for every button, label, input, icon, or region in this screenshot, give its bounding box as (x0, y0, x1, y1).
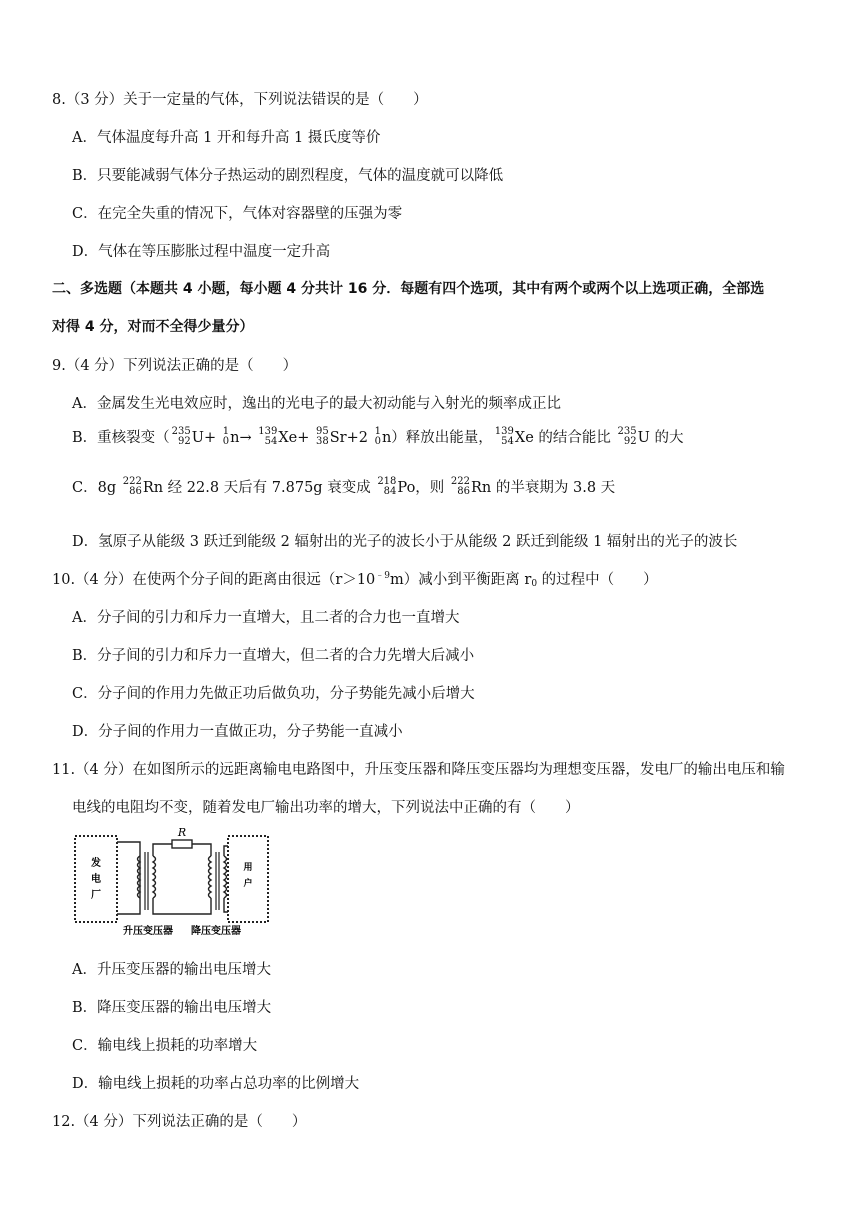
plant-label-1: 发 (91, 858, 101, 869)
nuclide-xe139: 139 54 (258, 426, 278, 447)
q10-option-d: D．分子间的作用力一直做正功，分子势能一直减小 (72, 724, 403, 740)
q9-b-prefix: B．重核裂变（ (72, 430, 170, 446)
q8-option-b: B．只要能减弱气体分子热运动的剧烈程度，气体的温度就可以降低 (72, 168, 504, 184)
step-down-caption: 降压变压器 (191, 926, 241, 937)
stepdown-secondary-coil (224, 856, 227, 898)
nuclide-neutron-2: 1 0 (374, 426, 381, 447)
nuclide-neutron: 1 0 (222, 426, 230, 447)
q11-stem-line2: 电线的电阻均不变，随着发电厂输出功率的增大，下列说法中正确的有（ ） (72, 800, 580, 816)
q9-option-b: B．重核裂变（ 235 92 U+ 1 0 n→ 139 54 Xe+ 95 38 Sr+2 1 0 n）释放出能量， 139 54 Xe 的结合能比 235 92 U 的大 (72, 426, 684, 447)
resistor-label: R (177, 826, 187, 839)
q11-option-d: D．输电线上损耗的功率占总功率的比例增大 (72, 1076, 360, 1092)
q12-stem: 12.（4 分）下列说法正确的是（ ） (52, 1114, 307, 1130)
nuclide-rn222-2: 222 86 (450, 476, 471, 497)
q8-option-a: A．气体温度每升高 1 开和每升高 1 摄氏度等价 (72, 130, 381, 146)
nuclide-sr95: 95 38 (315, 426, 329, 447)
q9-option-a: A．金属发生光电效应时，逸出的光电子的最大初动能与入射光的频率成正比 (72, 396, 561, 412)
q11-option-b: B．降压变压器的输出电压增大 (72, 1000, 272, 1016)
q9-option-c: C．8g 222 86 Rn 经 22.8 天后有 7.875g 衰变成 218 84 Po，则 222 86 Rn 的半衰期为 3.8 天 (72, 476, 616, 497)
section-header-line2: 对得 4 分，对而不全得少量分） (52, 319, 254, 335)
q8-stem: 8.（3 分）关于一定量的气体，下列说法错误的是（ ） (52, 92, 428, 108)
user-label-2: 户 (243, 879, 253, 889)
user-label-1: 用 (243, 863, 253, 873)
q10-option-c: C．分子间的作用力先做正功后做负功，分子势能先减小后增大 (72, 686, 475, 702)
stepdown-primary-coil (209, 856, 212, 898)
plant-label-2: 电 (91, 874, 101, 885)
q11-option-a: A．升压变压器的输出电压增大 (72, 962, 271, 978)
q11-stem-line1: 11.（4 分）在如图所示的远距离输电电路图中，升压变压器和降压变压器均为理想变压器，发电厂的输出电压和输 (52, 762, 785, 778)
q11-option-c: C．输电线上损耗的功率增大 (72, 1038, 258, 1054)
q8-option-c: C．在完全失重的情况下，气体对容器壁的压强为零 (72, 206, 403, 222)
stepup-secondary-coil (153, 856, 156, 898)
q9-stem: 9.（4 分）下列说法正确的是（ ） (52, 358, 298, 374)
line-bottom (153, 898, 211, 914)
q10-stem: 10.（4 分）在使两个分子间的距离由很远$(r>10^{﹣9}m)$减小到平衡距离 $r_0$ 的过程中（ ） (52, 571, 658, 589)
nuclide-u235: 235 92 (171, 426, 191, 447)
transmission-circuit-diagram (72, 826, 272, 938)
q10-option-a: A．分子间的引力和斥力一直增大，且二者的合力也一直增大 (72, 610, 460, 626)
nuclide-po218: 218 84 (377, 476, 397, 497)
line-top-right (192, 844, 211, 856)
line-top-left (153, 844, 172, 856)
nuclide-xe139-2: 139 54 (494, 426, 514, 447)
nuclide-rn222: 222 86 (122, 476, 142, 497)
plant-label-3: 厂 (91, 890, 101, 901)
nuclide-u235-2: 235 92 (617, 426, 637, 447)
step-up-caption: 升压变压器 (123, 926, 173, 937)
resistor-r (172, 840, 192, 848)
q9-option-d: D．氢原子从能级 3 跃迁到能级 2 辐射出的光子的波长小于从能级 2 跃迁到能级 1 辐射出的光子的波长 (72, 534, 738, 550)
q10-option-b: B．分子间的引力和斥力一直增大，但二者的合力先增大后减小 (72, 648, 475, 664)
stepup-primary-wire (117, 842, 140, 914)
section-header-line1: 二、多选题（本题共 4 小题，每小题 4 分共计 16 分．每题有四个选项，其中有两个或两个以上选项正确，全部选 (52, 281, 765, 297)
q8-option-d: D．气体在等压膨胀过程中温度一定升高 (72, 244, 331, 260)
